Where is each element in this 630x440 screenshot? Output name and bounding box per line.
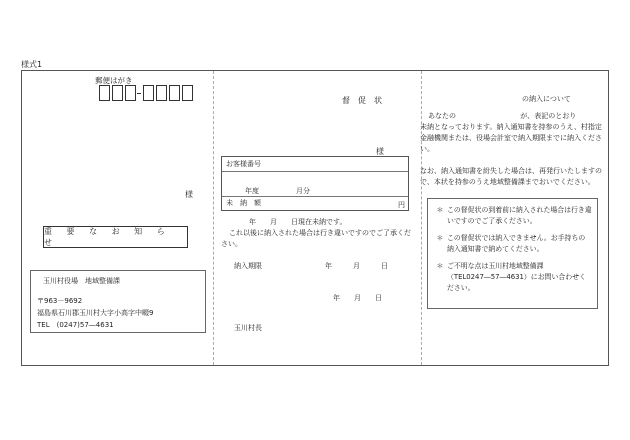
sender-box bbox=[30, 270, 206, 333]
right-heading: の納入について bbox=[522, 95, 571, 103]
asterisk-icon: ＊ bbox=[436, 262, 444, 270]
postal-digit-box bbox=[169, 85, 180, 101]
note-text: ご不明な点は玉川村地域整備課（TEL0247―57―4631）にお問い合わせください。 bbox=[447, 262, 586, 292]
sender-tel: TEL (0247)57―4631 bbox=[37, 321, 114, 329]
postal-separator bbox=[137, 93, 141, 94]
para1-rest: 未納となっております。納入通知書を持参のうえ、村指定金融機関または、役場会計室で納入期限までに納入ください。 bbox=[420, 123, 602, 153]
table-divider bbox=[222, 196, 408, 197]
postal-digit-box bbox=[99, 85, 110, 101]
mayor-signature: 玉川村長 bbox=[234, 324, 262, 332]
notes-box bbox=[427, 198, 598, 309]
notice-title: 督 促 状 bbox=[342, 96, 382, 105]
fiscal-year-label: 年度 bbox=[245, 187, 259, 195]
billing-info-table bbox=[221, 156, 409, 211]
postal-digit-box bbox=[182, 85, 193, 101]
postal-digit-box bbox=[112, 85, 123, 101]
para1-mid: が、表記のとおり bbox=[520, 112, 577, 120]
important-notice-title: 重 要 な お 知 ら せ bbox=[44, 227, 171, 247]
lost-notice-paragraph: なお、納入通知書を紛失した場合は、再発行いたしますので、本状を持参のうえ地域整備課までおいでください。 bbox=[420, 167, 602, 186]
body-text: これ以後に納入された場合は行き違いですのでご了承ください。 bbox=[221, 229, 411, 248]
note-item bbox=[433, 233, 592, 255]
important-notice-box bbox=[43, 226, 188, 248]
para1-prefix: あなたの bbox=[428, 112, 456, 120]
note-text: この督促状の到着前に納入された場合は行き違いですのでご了承ください。 bbox=[447, 206, 592, 225]
yen-label: 円 bbox=[398, 201, 405, 209]
table-divider bbox=[222, 171, 408, 172]
postal-digit-box bbox=[156, 85, 167, 101]
issue-date: 年 月 日 bbox=[333, 294, 382, 302]
form-label: 様式1 bbox=[21, 60, 43, 69]
recipient-honorific-middle: 様 bbox=[376, 147, 384, 156]
recipient-honorific: 様 bbox=[185, 190, 193, 199]
postcard-label: 郵便はがき bbox=[95, 76, 133, 85]
note-item bbox=[433, 261, 592, 294]
customer-number-label: お客様番号 bbox=[226, 160, 261, 168]
sender-office: 玉川村役場 地域整備課 bbox=[43, 277, 120, 285]
postal-digit-box bbox=[125, 85, 136, 101]
deadline-label: 納入期限 bbox=[234, 262, 262, 270]
asterisk-icon: ＊ bbox=[436, 234, 444, 242]
status-line: 年 月 日現在未納です。 bbox=[249, 218, 347, 226]
sender-address: 福島県石川郡玉川村大字小高字中畷9 bbox=[37, 309, 154, 317]
fold-line-left bbox=[213, 71, 214, 365]
month-label: 月分 bbox=[296, 187, 310, 195]
asterisk-icon: ＊ bbox=[436, 206, 444, 214]
note-text: この督促状では納入できません。お手持ちの納入通知書で納めてください。 bbox=[447, 234, 586, 253]
postal-digit-box bbox=[143, 85, 154, 101]
explanation-paragraph bbox=[420, 111, 608, 155]
deadline-date: 年 月 日 bbox=[325, 262, 388, 270]
note-item bbox=[433, 205, 592, 227]
unpaid-amount-label: 未 納 額 bbox=[226, 199, 261, 207]
sender-postal: 〒963－9692 bbox=[37, 297, 83, 305]
